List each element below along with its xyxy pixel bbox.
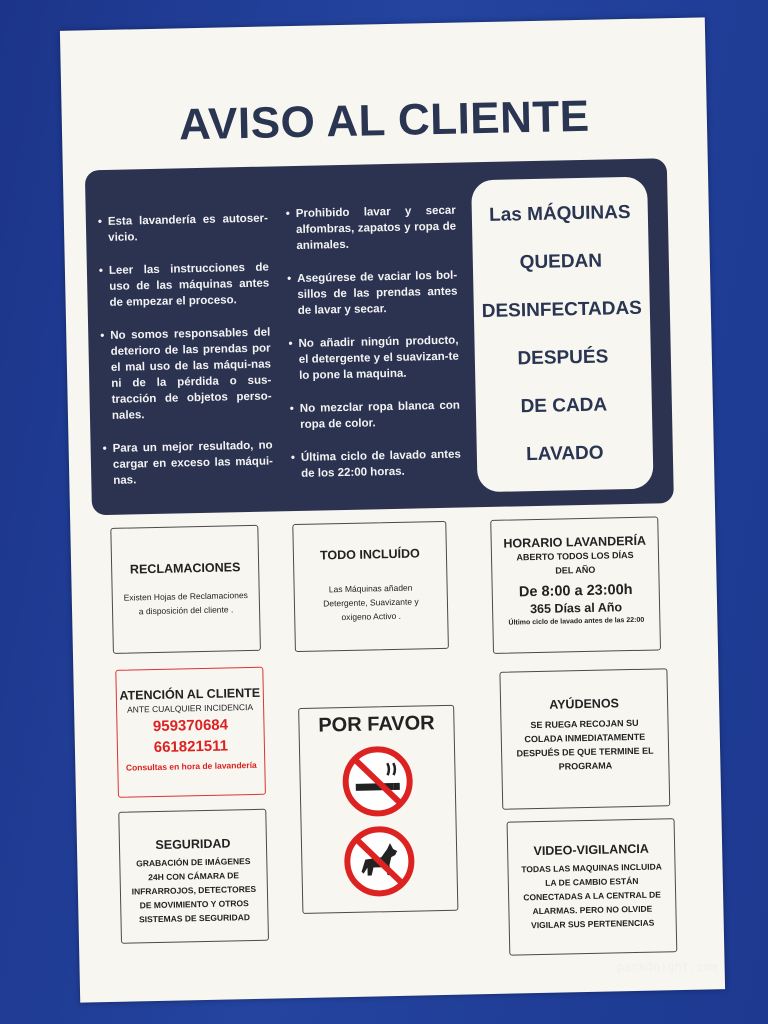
rule-item: • No mezclar ropa blanca con ropa de color. — [290, 398, 461, 434]
rules-column-2 — [286, 203, 462, 499]
todo-incluido-box — [292, 521, 449, 652]
rule-item: • Para un mejor resultado, no cargar en exceso las máqui-nas. — [102, 437, 273, 489]
atencion-note: Consultas en hora de lavandería — [125, 759, 257, 773]
phone-number-2[interactable]: 661821511 — [153, 737, 229, 757]
horario-line: ABERTO TODOS LOS DÍAS — [516, 549, 634, 563]
box-text: SE RUEGA RECOJAN SU COLADA INMEDIATAMENTE DESPUÉS DE QUE TERMINE EL PROGRAMA — [516, 717, 654, 772]
atencion-subtitle: ANTE CUALQUIER INCIDENCIA — [126, 701, 254, 715]
rule-item: • Asegúrese de vaciar los bol-sillos de las prendas antes de lavar y secar. — [287, 268, 458, 320]
atencion-cliente-box — [115, 667, 266, 798]
ayudenos-box — [499, 668, 670, 809]
horario-days: 365 Días al Año — [529, 600, 623, 617]
por-favor-box — [298, 705, 458, 914]
horario-note: Último ciclo de lavado antes de las 22:00 — [508, 616, 645, 627]
highlight-line: QUEDAN — [519, 250, 603, 274]
box-title: HORARIO LAVANDERÍA — [503, 533, 647, 551]
notice-poster — [60, 17, 725, 1002]
box-title: RECLAMACIONES — [129, 560, 241, 577]
highlight-line: Las MÁQUINAS — [488, 201, 631, 226]
poster-title: AVISO AL CLIENTE — [178, 91, 591, 150]
box-title: TODO INCLUÍDO — [319, 546, 420, 563]
rule-item: • No añadir ningún producto, el detergente y el suavizan-te lo pone la maquina. — [288, 333, 459, 385]
disinfection-highlight — [471, 177, 653, 493]
watermark: park4night.com — [616, 960, 718, 974]
rule-item: • Leer las instrucciones de uso de las máquinas antes de empezar el proceso. — [99, 260, 270, 312]
phone-number-1[interactable]: 959370684 — [152, 716, 229, 736]
box-text: Las Máquinas añaden Detergente, Suavizante y oxigeno Activo . — [323, 582, 419, 623]
rule-item: • No somos responsables del deterioro de las prendas por el mal uso de las máqui-nas ni de la pérdida o sus-tracción de objetos perso-nales. — [100, 325, 272, 425]
rule-item: • Esta lavandería es autoser-vicio. — [98, 211, 269, 247]
reclamaciones-box — [110, 525, 261, 654]
seguridad-box — [118, 809, 269, 944]
rule-item: • Última ciclo de lavado antes de los 22:00 horas. — [291, 447, 462, 483]
highlight-line: DESINFECTADAS — [481, 297, 643, 323]
box-title: ATENCIÓN AL CLIENTE — [119, 685, 261, 703]
highlight-line: LAVADO — [525, 442, 604, 466]
rules-column-1 — [98, 211, 274, 506]
highlight-line: DE CADA — [520, 394, 608, 418]
box-text: TODAS LAS MAQUINAS INCLUIDA LA DE CAMBIO ESTÁN CONECTADAS A LA CENTRAL DE ALARMAS. PERO NO OLVIDE VIGILAR SUS PERTENENCIAS — [521, 861, 662, 931]
box-title: AYÚDENOS — [549, 696, 620, 712]
no-smoking-icon — [341, 745, 415, 823]
highlight-line: DESPUÉS — [517, 346, 609, 370]
horario-hours: De 8:00 a 23:00h — [518, 581, 633, 601]
box-text: GRABACIÓN DE IMÁGENES 24H CON CÁMARA DE INFRARROJOS, DETECTORES DE MOVIMIENTO Y OTROS SISTEMAS DE SEGURIDAD — [131, 856, 257, 925]
box-title: POR FAVOR — [318, 712, 435, 737]
rule-item: • Prohibido lavar y secar alfombras, zapatos y ropa de animales. — [286, 203, 457, 255]
video-vigilancia-box — [507, 818, 678, 955]
box-title: SEGURIDAD — [155, 836, 231, 853]
horario-line: DEL AÑO — [555, 564, 596, 576]
no-dogs-icon — [343, 825, 417, 903]
horario-box — [490, 516, 661, 653]
box-title: VIDEO-VIGILANCIA — [533, 841, 649, 859]
rules-panel — [85, 158, 674, 515]
box-text: Existen Hojas de Reclamaciones a disposición del cliente . — [123, 590, 248, 617]
